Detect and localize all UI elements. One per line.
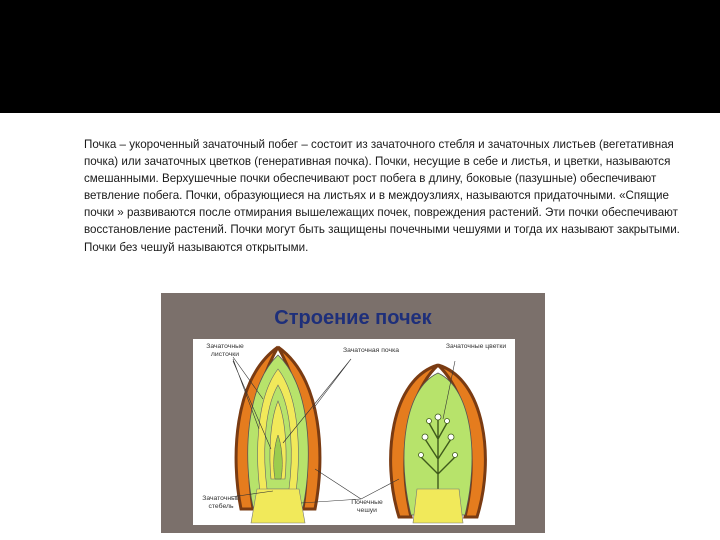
bud-structure-figure — [161, 293, 545, 533]
figure-panel — [193, 339, 515, 525]
label-stem-primordium: Зачаточный стебель — [202, 495, 240, 510]
label-bud-primordium: Зачаточная почка — [343, 347, 399, 354]
generative-bud — [391, 365, 486, 523]
label-flower-primordia: Зачаточные цветки — [445, 343, 507, 350]
figure-title: Строение почек — [274, 307, 432, 329]
label-bud-scales: Почечные чешуи — [351, 499, 383, 514]
slide-header-band — [0, 0, 720, 113]
body-paragraph: Почка – укороченный зачаточный побег – состоит из зачаточного стебля и зачаточных листьев (вегетативная почка) или зачаточных цветков (генеративная почка). Почки, несущие в себе и листья, и цветки, называются смешанными. Верхушечные почки обеспечивают рост побега в длину, боковые (пазушные) обеспечивают ветвление побега. Почки, образующиеся на листьях и в междоузлиях, называются придаточными. «Спящие почки » развиваются после отмирания вышележащих почек, повреждения растений. Эти почки обеспечивают восстановление растений. Почки могут быть защищены почечными чешуями и тогда их называют закрытыми. Почки без чешуй называются открытыми. — [84, 138, 680, 254]
label-leaf-primordia: Зачаточные листочки — [206, 343, 244, 358]
